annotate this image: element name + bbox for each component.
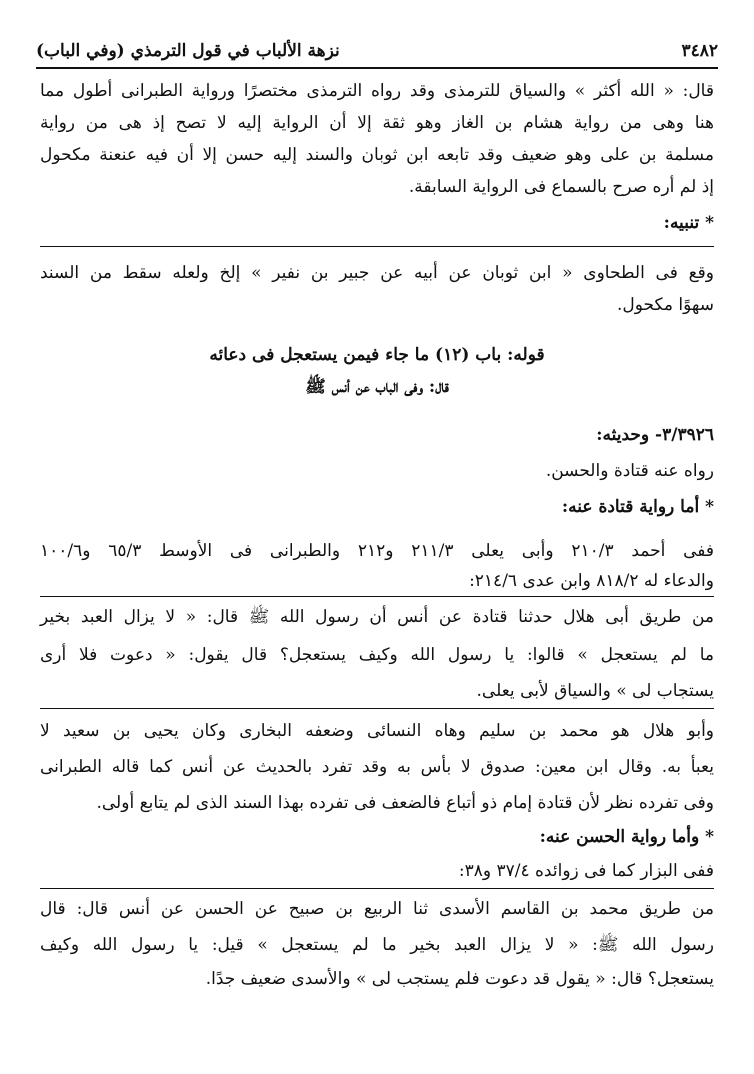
hadith-text-line: يستجاب لى » والسياق لأبى يعلى. — [476, 681, 714, 701]
qatada-heading: * أما رواية قتادة عنه: — [561, 497, 714, 517]
narrators-line: رواه عنه قتادة والحسن. — [545, 461, 714, 481]
section-divider — [40, 708, 714, 709]
hadith-text-line: رسول الله ﷺ: « لا يزال العبد بخير ما لم يستعجل » قيل: يا رسول الله وكيف — [40, 935, 714, 955]
paragraph-line: إذ لم أره صرح بالسماع فى الرواية السابقة. — [408, 177, 714, 197]
commentary-line: يعبأ به. وقال ابن معين: صدوق لا بأس به وقد تفرد بالحديث عن أنس كما قاله الطبرانى — [40, 757, 714, 777]
sources-line: والدعاء له ٨١٨/٢ وابن عدى ٢١٤/٦: — [469, 571, 714, 591]
header-rule — [36, 67, 718, 69]
paragraph-line: هنا وهى من رواية هشام بن الغاز وهو ثقة إلا أن الرواية إليه لا تصح إذ هى من رواية — [40, 113, 714, 133]
page-number: ٣٤٨٢ — [681, 41, 718, 61]
chapter-heading: قوله: باب (١٢) ما جاء فيمن يستعجل فى دعائه — [209, 345, 545, 365]
hasan-heading: * وأما رواية الحسن عنه: — [539, 827, 714, 847]
section-divider — [40, 596, 714, 597]
source-line: ففى البزار كما فى زوائده ٣٧/٤ و٣٨: — [458, 861, 714, 881]
paragraph-line: وقع فى الطحاوى « ابن ثوبان عن أبيه عن جبير بن نفير » إلخ ولعله سقط من السند — [40, 263, 714, 283]
hadith-text-line: ما لم يستعجل » قالوا: يا رسول الله وكيف يستعجل؟ قال يقول: « دعوت فلا أرى — [40, 645, 714, 665]
paragraph-line: قال: « الله أكثر » والسياق للترمذى وقد رواه الترمذى مختصرًا ورواية الطبرانى أطول مما — [40, 81, 714, 101]
page-header — [36, 36, 718, 66]
running-title: نزهة الألباب في قول الترمذي (وفي الباب) — [36, 41, 340, 61]
section-divider — [40, 246, 714, 247]
paragraph-line: مسلمة بن على وهو ضعيف وقد تابعه ابن ثوبان والسند إليه حسن إلا أن فيه عنعنة مكحول — [40, 145, 714, 165]
commentary-line: وأبو هلال هو محمد بن سليم وهاه النسائى وضعفه البخارى وكان يحيى بن سعيد لا — [40, 721, 714, 741]
chapter-subheading: قال: وفى الباب عن أنس ﷺ — [305, 377, 449, 397]
hadith-text-line: يستعجل؟ قال: « يقول قد دعوت فلم يستجب لى » والأسدى ضعيف جدًا. — [205, 969, 714, 989]
hadith-text-line: من طريق محمد بن القاسم الأسدى ثنا الربيع بن صبيح عن الحسن عن أنس قال: قال — [40, 899, 714, 919]
sources-line: ففى أحمد ٢١٠/٣ وأبى يعلى ٢١١/٣ و٢١٢ والطبرانى فى الأوسط ٦٥/٣ و١٠٠/٦ — [40, 541, 714, 561]
paragraph-line: سهوًا مكحول. — [617, 295, 714, 315]
hadith-number: ٣/٣٩٢٦- وحديثه: — [596, 425, 714, 445]
note-heading: * تنبيه: — [663, 213, 714, 233]
commentary-line: وفى تفرده نظر لأن قتادة إمام ذو أتباع فالضعف فى تفرده بهذا السند الذى لم يتابع أولى. — [96, 793, 714, 813]
section-divider — [40, 888, 714, 889]
hadith-text-line: من طريق أبى هلال حدثنا قتادة عن أنس أن رسول الله ﷺ قال: « لا يزال العبد بخير — [40, 607, 714, 627]
